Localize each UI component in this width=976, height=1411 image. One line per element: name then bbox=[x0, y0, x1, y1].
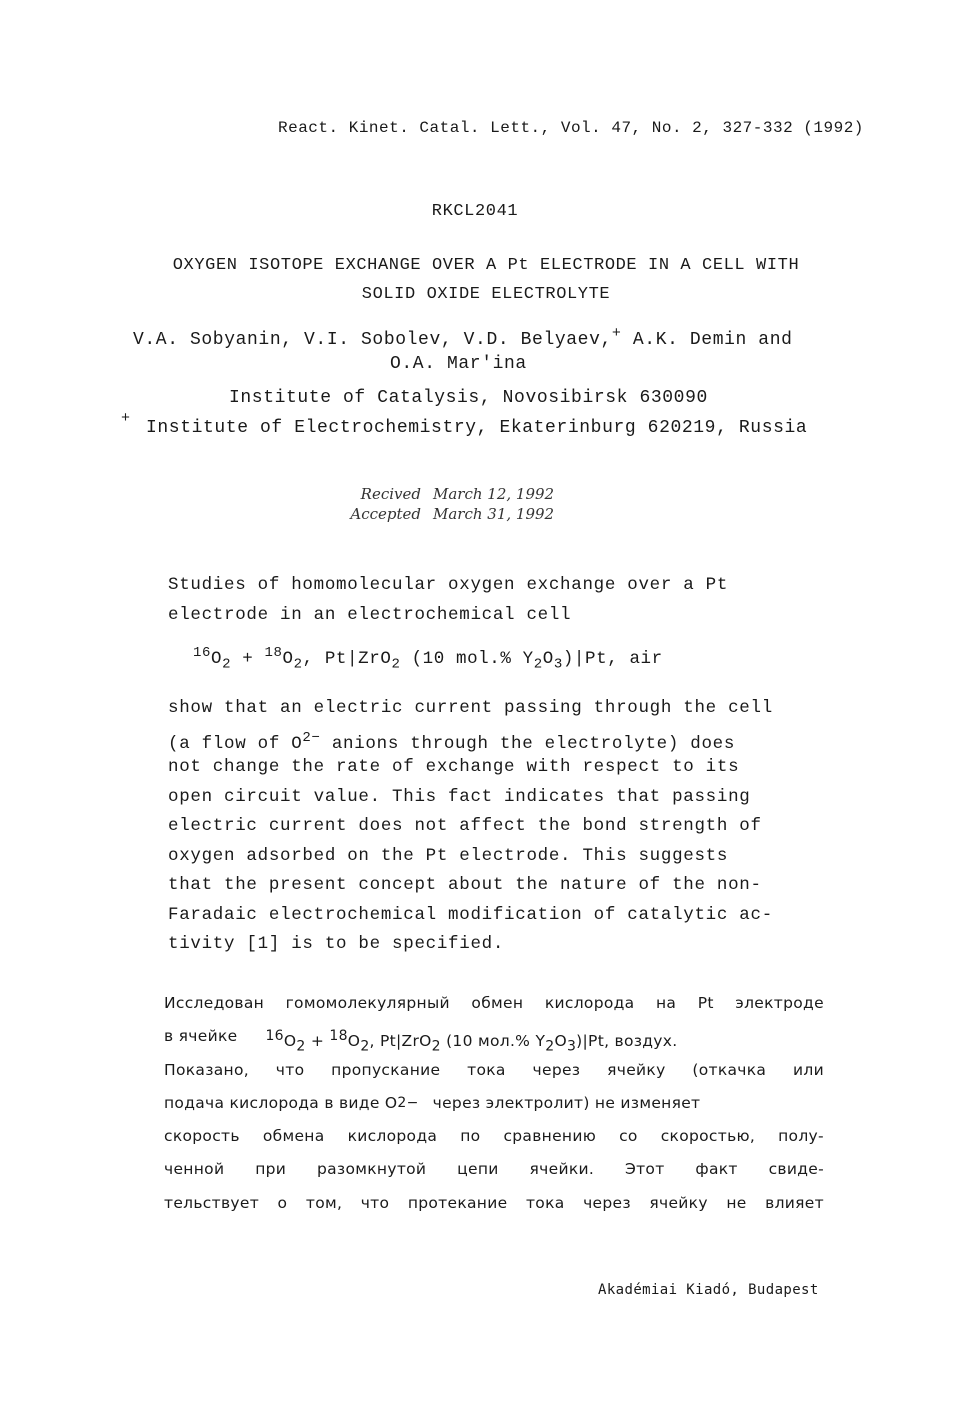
authors-list-b: A.K. Demin and bbox=[632, 330, 793, 350]
abstract-ru bbox=[164, 987, 824, 1220]
word: Показано, bbox=[164, 1060, 249, 1079]
word: обмен bbox=[471, 994, 524, 1012]
publisher-footer: Akadémiai Kiadó, Budapest bbox=[598, 1282, 819, 1298]
abstract-en-line: electrode in an electrochemical cell bbox=[168, 604, 572, 625]
cell-tail: )|Pt, air bbox=[562, 648, 663, 669]
abstract-en-intro bbox=[168, 571, 728, 630]
abstract-en-line: Studies of homomolecular oxygen exchange over a Pt bbox=[168, 575, 729, 595]
accepted-label: Accepted bbox=[350, 505, 421, 523]
word: на bbox=[655, 994, 677, 1012]
article-title-line-2: SOLID OXIDE ELECTROLYTE bbox=[361, 285, 611, 304]
affiliation-2-marker bbox=[121, 408, 131, 428]
accepted-date: March 31, 1992 bbox=[433, 505, 555, 523]
abstract-en-body bbox=[168, 694, 773, 960]
abstract-en-line: oxygen adsorbed on the Pt electrode. This suggests bbox=[168, 845, 729, 866]
affiliation-2: Institute of Electrochemistry, Ekaterinburg 620219, Russia bbox=[146, 418, 808, 438]
word: Исследован bbox=[164, 994, 265, 1012]
word: факт bbox=[695, 1160, 738, 1179]
word: скоростью, bbox=[660, 1127, 756, 1146]
abstract-ru-line-2: в ячейке $^{16}O_2 + ^{18}O_2$, Pt|ZrO$_2$ (10 мол.% $Y_2O_3)|Pt$, воздух. bbox=[164, 1020, 824, 1053]
received-date-line bbox=[337, 485, 554, 503]
isotope-18: 18 bbox=[264, 645, 283, 661]
abstract-en-line: Faradaic electrochemical modification of catalytic ac- bbox=[168, 904, 773, 925]
word: свиде- bbox=[768, 1160, 824, 1179]
word: тока bbox=[525, 1193, 565, 1212]
word: со bbox=[619, 1127, 638, 1146]
word: ячейку bbox=[649, 1193, 708, 1212]
word: Этот bbox=[624, 1160, 665, 1179]
cell-part: , Pt|ZrO bbox=[302, 648, 392, 669]
plus-sign: + bbox=[242, 648, 254, 669]
cell-formula: $^{16}O_2 + ^{18}O_2$, Pt|ZrO$_2$ (10 mol.% $Y_2O_3)|Pt$, air bbox=[193, 645, 663, 673]
ru-charge-superscript: 2− bbox=[397, 1094, 419, 1111]
word: ченной bbox=[164, 1160, 225, 1179]
abstract-en-line: tivity [1] is to be specified. bbox=[168, 934, 505, 954]
received-label: Recived bbox=[360, 485, 421, 503]
word: кислорода bbox=[544, 994, 635, 1012]
word: цепи bbox=[457, 1160, 499, 1179]
abstract-en-line: not change the rate of exchange with respect to its bbox=[168, 757, 740, 777]
word: (откачка bbox=[692, 1060, 767, 1079]
word: ячейку bbox=[607, 1060, 666, 1079]
affiliation-marker: + bbox=[611, 325, 622, 342]
word: не bbox=[726, 1193, 747, 1212]
abstract-en-line: (a flow of $O^{2-}$ anions through the electrolyte) does bbox=[168, 729, 736, 754]
word: ячейки. bbox=[529, 1160, 595, 1179]
abstract-ru-line-1 bbox=[164, 987, 824, 1020]
word: сравнению bbox=[503, 1127, 597, 1146]
word: Pt bbox=[697, 994, 714, 1012]
article-title-line-1: OXYGEN ISOTOPE EXCHANGE OVER A Pt ELECTRODE IN A CELL WITH bbox=[172, 256, 800, 275]
abstract-en-line: electric current does not affect the bond strength of bbox=[168, 816, 762, 836]
abstract-ru-line-6 bbox=[164, 1153, 824, 1186]
word: тельствует bbox=[164, 1193, 260, 1212]
word: что bbox=[275, 1060, 305, 1079]
word: что bbox=[360, 1193, 390, 1212]
abstract-en-line: show that an electric current passing through the cell bbox=[168, 698, 773, 718]
word: через bbox=[583, 1193, 631, 1212]
word: о bbox=[277, 1193, 288, 1212]
composition: (10 mol.% Y bbox=[411, 648, 534, 669]
affiliation-2-mark: + bbox=[121, 410, 131, 427]
abstract-ru-line-7 bbox=[164, 1187, 824, 1220]
word: при bbox=[255, 1160, 287, 1179]
abstract-ru-line-5 bbox=[164, 1120, 824, 1153]
word: гомомолекулярный bbox=[285, 994, 450, 1012]
accepted-date-line bbox=[337, 505, 554, 523]
received-date: March 12, 1992 bbox=[433, 485, 555, 503]
abstract-ru-line-3 bbox=[164, 1054, 824, 1087]
word: протекание bbox=[407, 1193, 508, 1212]
word: скорость bbox=[164, 1127, 240, 1146]
authors-line-1 bbox=[133, 325, 793, 350]
abstract-en-line: that the present concept about the nature of the non- bbox=[168, 875, 762, 895]
word: обмена bbox=[262, 1127, 325, 1146]
ru-cell-formula: $^{16}O_2 + ^{18}O_2$, Pt|ZrO$_2$ (10 мол.% $Y_2O_3)|Pt$, воздух. bbox=[265, 1028, 678, 1055]
abstract-ru-line-4: подача кислорода в виде O 2− через электролит) не изменяет bbox=[164, 1087, 824, 1120]
charge-superscript: 2− bbox=[302, 729, 321, 746]
abstract-en-line: open circuit value. This fact indicates that passing bbox=[168, 786, 751, 807]
word: тока bbox=[467, 1060, 506, 1079]
isotope-16: 16 bbox=[193, 645, 212, 661]
word: электроде bbox=[735, 994, 824, 1012]
article-code: RKCL2041 bbox=[431, 202, 519, 221]
word: по bbox=[460, 1127, 481, 1146]
word: полу- bbox=[778, 1127, 824, 1146]
affiliation-1: Institute of Catalysis, Novosibirsk 630090 bbox=[229, 388, 708, 408]
word: кислорода bbox=[347, 1127, 438, 1146]
journal-citation: React. Kinet. Catal. Lett., Vol. 47, No. 2, 327-332 (1992) bbox=[278, 119, 864, 137]
authors-line-2: O.A. Mar'ina bbox=[390, 354, 527, 374]
word: влияет bbox=[765, 1193, 824, 1212]
word: пропускание bbox=[331, 1060, 441, 1079]
word: через bbox=[532, 1060, 581, 1079]
authors-list-a: V.A. Sobyanin, V.I. Sobolev, V.D. Belyaev, bbox=[133, 330, 612, 350]
word: том, bbox=[305, 1193, 343, 1212]
word: или bbox=[793, 1060, 824, 1079]
word: разомкнутой bbox=[317, 1160, 427, 1179]
